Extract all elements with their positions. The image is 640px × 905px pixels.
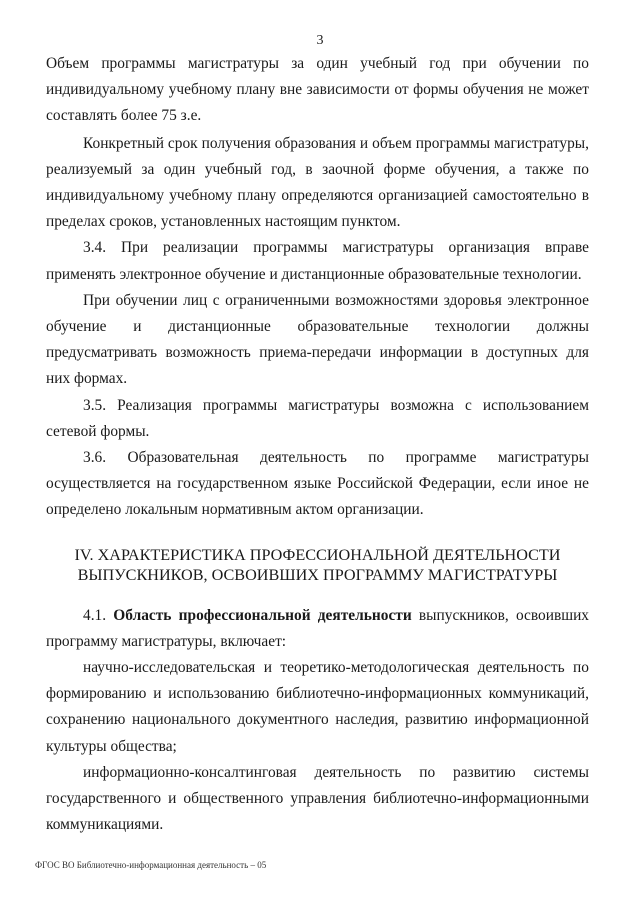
document-body [46, 51, 589, 838]
page-footer: ФГОС ВО Библиотечно-информационная деятельность – 05 [35, 860, 267, 870]
section-4-heading-line-1: IV. ХАРАКТЕРИСТИКА ПРОФЕССИОНАЛЬНОЙ ДЕЯТЕЛЬНОСТИ [74, 545, 561, 564]
paragraph-3-5: 3.5. Реализация программы магистратуры возможна с использованием сетевой формы. [46, 396, 589, 440]
paragraph-4-1-rest: выпускников, освоивших программу магистратуры, включает: [46, 606, 589, 650]
page-number: 3 [316, 33, 324, 48]
paragraph-4-1-number: 4.1. [83, 606, 114, 624]
list-item-research-activity: научно-исследовательская и теоретико-методологическая деятельность по формированию и использованию библиотечно-информационных коммуникаций, сохранению национального документного наследия, развитию информационной культуры общества; [46, 659, 589, 755]
section-4-heading-line-2: ВЫПУСКНИКОВ, ОСВОИВШИХ ПРОГРАММУ МАГИСТРАТУРЫ [77, 565, 558, 584]
paragraph-3-4: 3.4. При реализации программы магистратуры организация вправе применять электронное обучение и дистанционные образовательные технологии. [46, 239, 589, 283]
paragraph-4-1 [46, 603, 589, 655]
paragraph-term-and-volume: Конкретный срок получения образования и объем программы магистратуры, реализуемый за один учебный год, в заочной форме обучения, а также по индивидуальному учебному плану определяются организацией самостоятельно в пределах сроков, установленных настоящим пунктом. [46, 134, 589, 231]
list-item-consulting-activity: информационно-консалтинговая деятельность по развитию системы государственного и общественного управления библиотечно-информационными коммуникациями. [46, 763, 589, 834]
paragraph-3-6: 3.6. Образовательная деятельность по программе магистратуры осуществляется на государственном языке Российской Федерации, если иное не определено локальным нормативным актом организации. [46, 449, 589, 519]
paragraph-disabled-learners: При обучении лиц с ограниченными возможностями здоровья электронное обучение и дистанционные образовательные технологии должны предусматривать возможность приема-передачи информации в доступных для них формах. [46, 291, 589, 388]
section-4-heading [46, 545, 589, 585]
paragraph-4-1-bold-term: Область профессиональной деятельности [113, 606, 412, 624]
paragraph-program-volume: Объем программы магистратуры за один учебный год при обучении по индивидуальному учебному плану вне зависимости от формы обучения не может составлять более 75 з.е. [46, 55, 589, 125]
